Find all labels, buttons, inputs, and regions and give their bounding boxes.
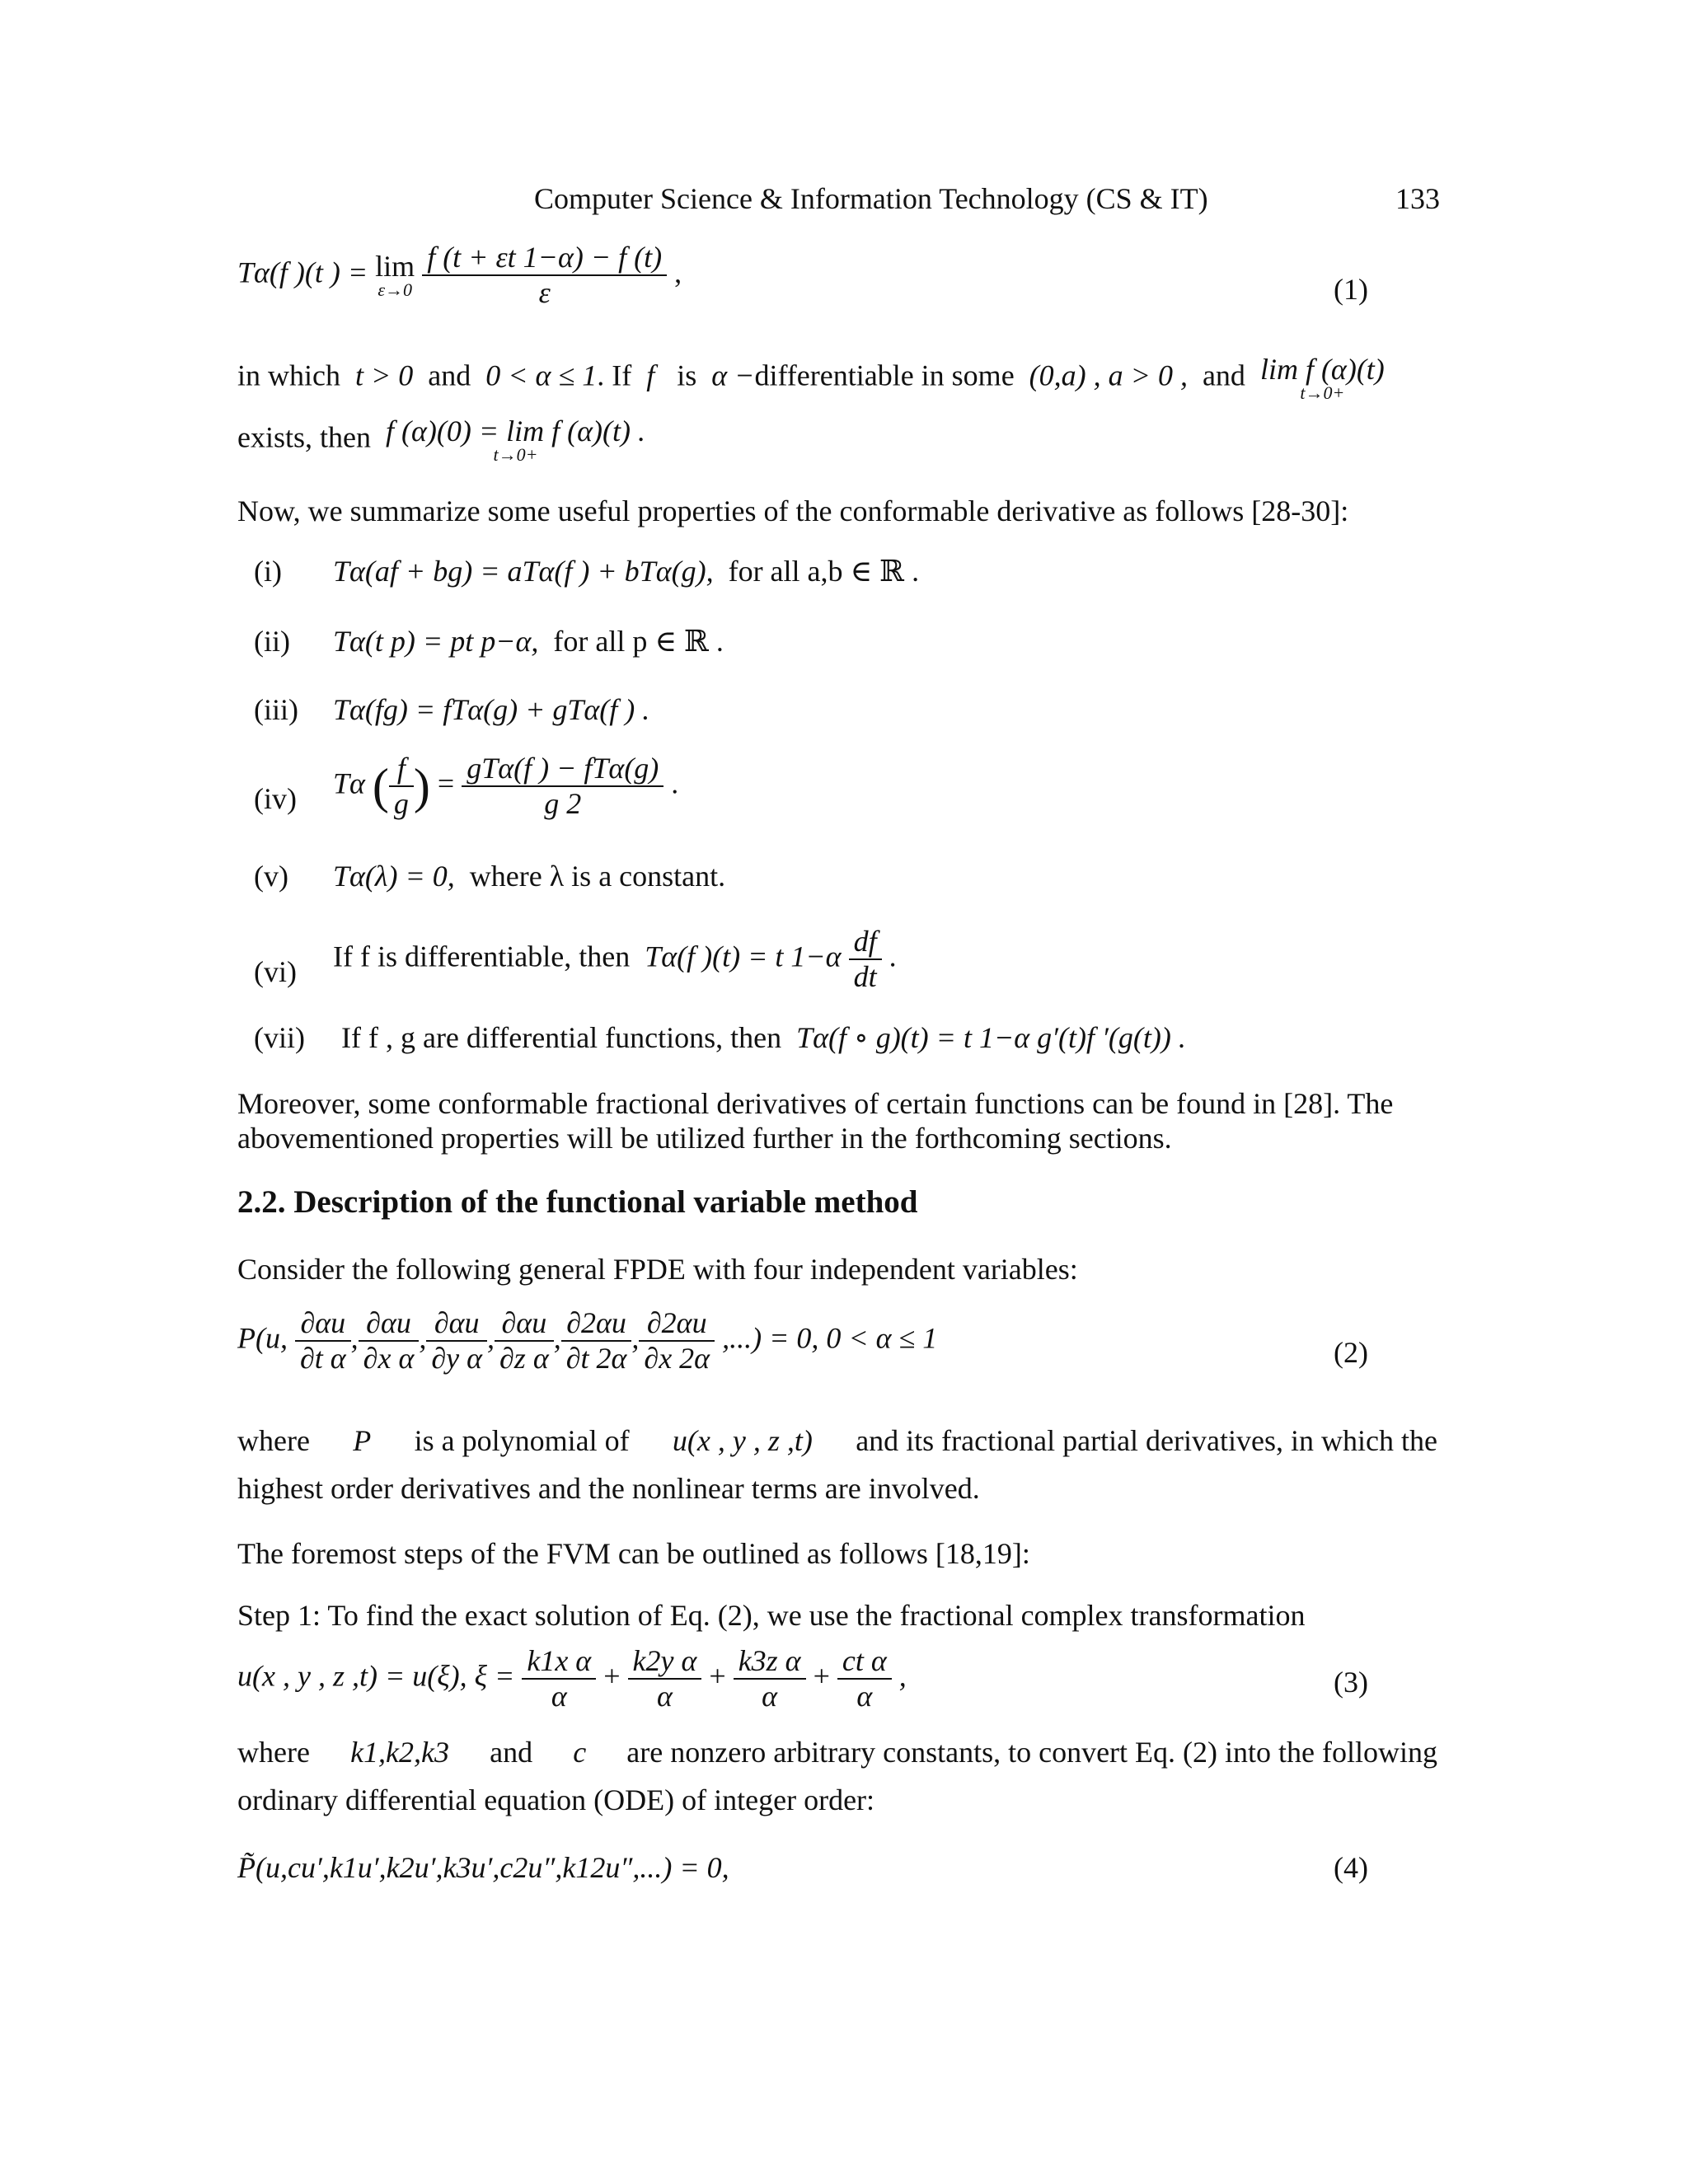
eq2-frac-dx2 xyxy=(639,1306,715,1376)
frac-den: g 2 xyxy=(544,787,582,821)
property-label: (vii) xyxy=(254,1021,305,1054)
frac-num: k3z α xyxy=(734,1644,806,1680)
eq2-head: P(u, xyxy=(237,1321,288,1355)
property-tail: . xyxy=(889,940,897,973)
eq3-term-x xyxy=(522,1644,596,1714)
para1-math-h: α − xyxy=(711,359,755,392)
property-iv xyxy=(0,752,1688,821)
para5-text-c: is a polynomial of xyxy=(414,1424,630,1457)
para5-text-a: where xyxy=(237,1424,310,1457)
para5-math-d: u(x , y , z ,t) xyxy=(672,1424,813,1457)
frac-den: α xyxy=(856,1680,873,1713)
frac-num: ∂αu xyxy=(359,1306,420,1342)
property-eq: = xyxy=(437,766,455,800)
eq2-number: (2) xyxy=(1334,1336,1368,1369)
para1-line2-sub: t→0+ xyxy=(493,444,538,465)
para8-text-e: are nonzero arbitrary constants, to convert Eq. (2) into the following xyxy=(626,1736,1437,1769)
property-expr: Tα(fg) = fTα(g) + gTα(f ) . xyxy=(333,693,650,726)
eq2-frac-dz xyxy=(495,1306,554,1376)
para1-text-c: and xyxy=(428,359,471,392)
para1-text-a: in which xyxy=(237,359,340,392)
frac-den: ∂x 2α xyxy=(644,1342,710,1376)
property-body xyxy=(333,925,897,995)
property-text: If f is differentiable, then xyxy=(333,940,631,973)
para8-line1 xyxy=(237,1735,1437,1769)
frac-num: ct α xyxy=(837,1644,892,1680)
property-label: (iii) xyxy=(254,693,298,726)
property-expr: Tα(af + bg) = aTα(f ) + bTα(g), xyxy=(333,555,714,588)
property-body xyxy=(333,692,649,727)
eq1-fraction xyxy=(422,241,667,311)
property-body: Tα ( $\frac{f}{g}$ ) = $\frac{\text{gTα(f ) − fTα(g)}}{g 2}$ . xyxy=(333,752,679,821)
equation-4: P̃(u,cu′,k1u′,k2u′,k3u′,c2u″,k12u″,...) = 0, xyxy=(237,1851,729,1884)
eq3-term-t xyxy=(837,1644,892,1714)
eq1-numerator: f (t + εt 1−α) − f (t) xyxy=(422,241,667,276)
property-expr: Tα(f ∘ g)(t) = t 1−α g′(t)f ′(g(t)) . xyxy=(796,1021,1186,1054)
property-text: If f , g are differential functions, then xyxy=(341,1021,782,1054)
property-expr: Tα(λ) = 0, xyxy=(333,860,455,893)
frac-num: df xyxy=(849,925,882,960)
para1-line2-limit xyxy=(386,416,645,464)
frac-num: ∂αu xyxy=(426,1306,487,1342)
eq2-frac-dx xyxy=(359,1306,420,1376)
para6: The foremost steps of the FVM can be outlined as follows [18,19]: xyxy=(237,1537,1030,1570)
eq3-number: (3) xyxy=(1334,1666,1368,1699)
para1-math-j: (0,a) , a > 0 , xyxy=(1029,359,1188,392)
frac-num: ∂2αu xyxy=(561,1306,632,1342)
eq2-tail: ,...) = 0, 0 < α ≤ 1 xyxy=(722,1321,938,1355)
eq1-lim-word: lim xyxy=(375,250,415,284)
eq1-lhs: Tα(f )(t ) = xyxy=(237,255,368,289)
frac-num: ∂2αu xyxy=(639,1306,715,1342)
para1-line2-expr: f (α)(0) = lim f (α)(t) . xyxy=(385,415,645,448)
frac-den: ∂z α xyxy=(499,1342,549,1376)
para8-text-a: where xyxy=(237,1736,310,1769)
para1-text-k: and xyxy=(1202,359,1245,392)
para8-math-d: c xyxy=(573,1736,587,1769)
property-label: (iv) xyxy=(254,782,297,815)
para8-line2: ordinary differential equation (ODE) of integer order: xyxy=(237,1783,875,1816)
para3: Moreover, some conformable fractional derivatives of certain functions can be found in [28]. The abovementioned properties will be utilized further in the forthcoming sections. xyxy=(237,1087,1394,1155)
property-v xyxy=(0,859,1688,893)
eq2-frac-dt xyxy=(295,1306,351,1376)
eq4-number: (4) xyxy=(1334,1851,1368,1884)
property-tail: . xyxy=(671,766,679,800)
para8-math-b: k1,k2,k3 xyxy=(350,1736,449,1769)
property-label: (v) xyxy=(254,860,288,893)
para1-math-b: t > 0 xyxy=(354,359,414,392)
frac-den: g xyxy=(393,787,409,821)
frac-den: ∂t α xyxy=(299,1342,346,1376)
eq3-trail: , xyxy=(898,1659,907,1693)
frac-num: k1x α xyxy=(522,1644,596,1680)
property-tail: where λ is a constant. xyxy=(469,860,726,893)
property-expr: Tα(f )(t) = t 1−α xyxy=(645,940,842,973)
property-ii xyxy=(0,624,1688,658)
eq3-lhs: u(x , y , z ,t) = u(ξ), ξ = xyxy=(237,1659,515,1693)
para1-line1 xyxy=(237,354,1385,402)
frac-num: k2y α xyxy=(628,1644,702,1680)
para5-line1 xyxy=(237,1423,1437,1458)
property-label: (ii) xyxy=(254,625,290,658)
frac-den: dt xyxy=(853,960,877,994)
para1-math-f: f xyxy=(646,359,655,392)
property-i xyxy=(0,554,1688,588)
equation-3: u(x , y , z ,t) = u(ξ), ξ = $\frac{\text{k1x α}}{\alpha}$ + $\frac{\text{k2y α}}{\alpha}$ + $\frac{\text{k3z α}}{\alpha}$ + $\frac{\text{ct α}}{\alpha}$ , xyxy=(237,1644,907,1713)
property-vi xyxy=(0,925,1688,994)
frac-den: ∂y α xyxy=(431,1342,483,1376)
frac-den: α xyxy=(656,1680,673,1713)
property-iii xyxy=(0,692,1688,726)
para8-text-c: and xyxy=(490,1736,533,1769)
property-iv-rhs-fraction xyxy=(462,752,663,822)
eq1-lim xyxy=(375,251,415,299)
frac-den: α xyxy=(762,1680,778,1713)
property-label: (vi) xyxy=(254,955,297,988)
eq2-frac-dy xyxy=(426,1306,487,1376)
property-expr: Tα(t p) = pt p−α, xyxy=(333,625,539,658)
para1-text-g: is xyxy=(677,359,697,392)
eq3-term-y xyxy=(628,1644,702,1714)
property-body xyxy=(333,554,919,588)
eq1-trail: , xyxy=(674,255,682,289)
property-vii xyxy=(0,1020,1688,1054)
equation-1 xyxy=(237,241,682,311)
property-body xyxy=(333,859,725,893)
journal-title: Computer Science & Information Technology (CS & IT) xyxy=(534,182,1208,215)
para5-math-b: P xyxy=(353,1424,372,1457)
property-label: (i) xyxy=(254,555,282,588)
eq1-lim-sub: ε→0 xyxy=(377,279,413,301)
para1-line2 xyxy=(237,416,645,464)
property-body xyxy=(333,624,724,658)
para1-limit-expr: lim f (α)(t) xyxy=(1259,353,1385,386)
page-number: 133 xyxy=(1395,182,1440,215)
eq3-term-z xyxy=(734,1644,806,1714)
para5-line2: highest order derivatives and the nonlinear terms are involved. xyxy=(237,1472,980,1505)
para1-limit-sub: t→0+ xyxy=(1300,382,1345,403)
eq1-number: (1) xyxy=(1334,273,1368,306)
property-iv-lhs-fraction xyxy=(389,752,414,822)
eq1-denominator: ε xyxy=(538,276,551,310)
frac-num: f xyxy=(389,752,414,787)
property-body xyxy=(341,1020,1186,1055)
para1-text-i: differentiable in some xyxy=(754,359,1015,392)
frac-num: gTα(f ) − fTα(g) xyxy=(462,752,663,787)
property-tail: for all a,b ∈ ℝ . xyxy=(728,555,920,588)
para5-text-e: and its fractional partial derivatives, in which the xyxy=(856,1424,1437,1457)
para7: Step 1: To find the exact solution of Eq. (2), we use the fractional complex transformation xyxy=(237,1599,1306,1632)
para1-math-d: 0 < α ≤ 1 xyxy=(485,359,598,392)
para1-line2-text: exists, then xyxy=(237,420,371,454)
para1-text-e: . If xyxy=(597,359,632,392)
section-heading: 2.2. Description of the functional variable method xyxy=(237,1184,918,1220)
property-vi-fraction xyxy=(849,925,882,995)
frac-den: ∂x α xyxy=(363,1342,415,1376)
equation-2: P(u, $\frac{\partial\alpha u}{\text{∂t α}}$ , $\frac{\partial\alpha u}{\text{∂x α}}$ , $\frac{\partial\alpha u}{\text{∂y α}}$ , $\frac{\partial\alpha u}{\text{∂z α}}$ , $\frac{\partial 2\alpha u}{\partial t 2\alpha}$ , $\frac{\partial 2\alpha u}{\partial x 2\alpha}$ ,...) = 0, 0 < α ≤ 1 xyxy=(237,1306,938,1376)
para4: Consider the following general FPDE with four independent variables: xyxy=(237,1253,1078,1286)
para1-limit xyxy=(1260,354,1385,402)
frac-num: ∂αu xyxy=(495,1306,554,1342)
frac-den: α xyxy=(551,1680,567,1713)
property-expr: Tα xyxy=(333,766,365,800)
property-tail: for all p ∈ ℝ . xyxy=(553,625,724,658)
eq2-frac-dt2 xyxy=(561,1306,632,1376)
para2: Now, we summarize some useful properties of the conformable derivative as follows [28-30]: xyxy=(237,494,1349,527)
frac-den: ∂t 2α xyxy=(565,1342,627,1376)
frac-num: ∂αu xyxy=(295,1306,351,1342)
